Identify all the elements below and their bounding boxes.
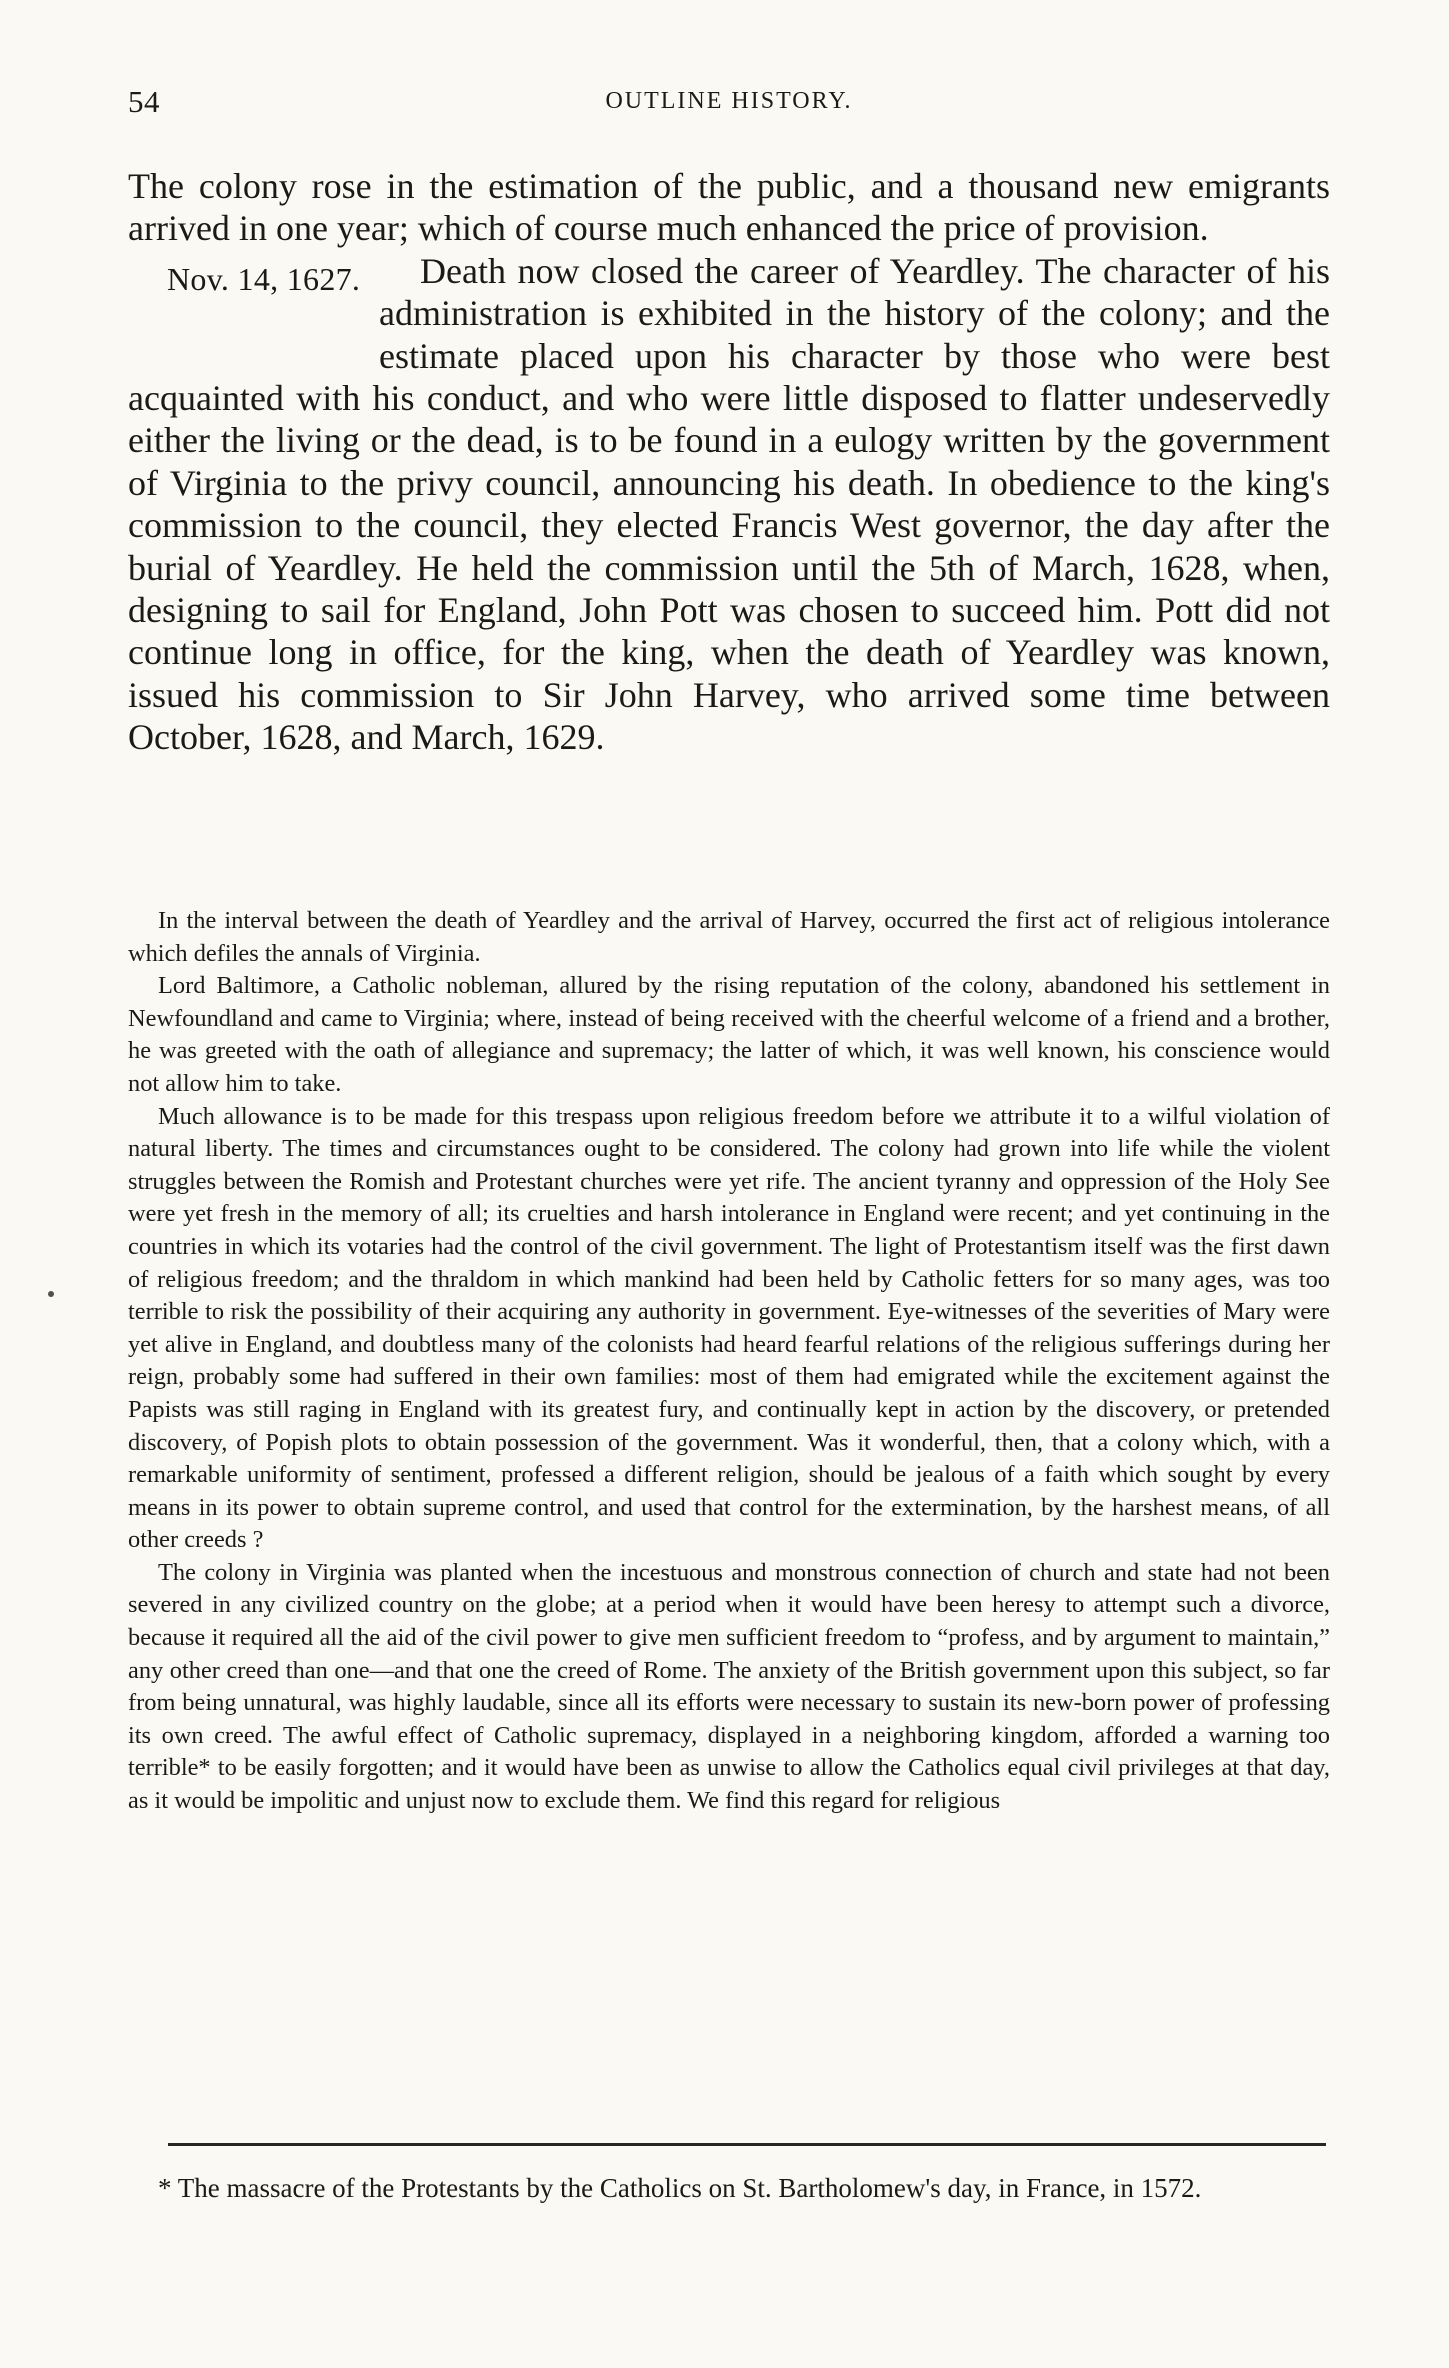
running-title: OUTLINE HISTORY.	[605, 88, 853, 114]
margin-date-note: Nov. 14, 1627.	[167, 260, 361, 297]
small-paragraph-2: Lord Baltimore, a Catholic nobleman, allured by the rising reputation of the colony, abandoned his settlement in Newfoundland and came to Virginia; where, instead of being received with the cheerful welcome of a friend and a brother, he was greeted with the oath of allegiance and supremacy; the latter of which, it was well known, his conscience would not allow him to take.	[128, 972, 1330, 1097]
footnote-rule	[168, 2143, 1326, 2146]
small-paragraph-4: The colony in Virginia was planted when the incestuous and monstrous connection of church and state had not been severed in any civilized country on the globe; at a period when it would have been heresy to attempt such a divorce, because it required all the aid of the civil power to give men sufficient freedom to “profess, and by argument to maintain,” any other creed than one—and that one the creed of Rome. The anxiety of the British government upon this subject, so far from being unnatural, was highly laudable, since all its efforts were necessary to sustain its new-born power of professing its own creed. The awful effect of Catholic supremacy, displayed in a neighboring kingdom, afforded a warning too terrible* to be easily forgotten; and it would have been as unwise to allow the Catholics equal civil privileges at that day, as it would be impolitic and unjust now to exclude them. We find this regard for religious	[128, 1558, 1330, 1815]
main-paragraph-2	[128, 250, 1330, 759]
page-number: 54	[128, 84, 160, 119]
small-paragraph-1: In the interval between the death of Yeardley and the arrival of Harvey, occurred the first act of religious intolerance which defiles the annals of Virginia.	[128, 907, 1330, 967]
main-text	[128, 165, 1330, 759]
main-paragraph-2-start: Death now closed the career of Yeardley. The character of his	[420, 250, 1330, 291]
margin-dot	[48, 1291, 54, 1297]
footnote	[128, 2172, 1330, 2205]
footnote-text: * The massacre of the Protestants by the Catholics on St. Bartholomew's day, in France, in 1572.	[158, 2173, 1202, 2203]
small-paragraph-3: Much allowance is to be made for this trespass upon religious freedom before we attribute it to a wilful violation of natural liberty. The times and circumstances ought to be considered. The colony had grown into life while the violent struggles between the Romish and Protestant churches were yet rife. The ancient tyranny and oppression of the Holy See were yet fresh in the memory of all; its cruelties and harsh intolerance in England were recent; and yet continuing in the countries in which its votaries had the control of the civil government. The light of Protestantism itself was the first dawn of religious freedom; and the thraldom in which mankind had been held by Catholic fetters for so many ages, was too terrible to risk the possibility of their acquiring any authority in government. Eye-witnesses of the severities of Mary were yet alive in England, and doubtless many of the colonists had heard fearful relations of the religious sufferings during her reign, probably some had suffered in their own families: most of them had emigrated while the excitement against the Papists was still raging in England with its greatest fury, and continually kept in action by the discovery, or pretended discovery, of Popish plots to obtain possession of the government. Was it wonderful, then, that a colony which, with a remarkable uniformity of sentiment, professed a different religion, should be jealous of a faith which sought by every means in its power to obtain supreme control, and used that control for the extermination, by the harshest means, of all other creeds ?	[128, 1102, 1330, 1554]
running-head	[128, 84, 1330, 124]
main-paragraph-2-rest: administration is exhibited in the history of the colony; and the estimate placed upon his character by those who were best acquainted with his conduct, and who were little disposed to flatter undeservedly either the living or the dead, is to be found in a eulogy written by the government of Virginia to the privy council, announcing his death. In obedience to the king's commission to the council, they elected Francis West governor, the day after the burial of Yeardley. He held the commission until the 5th of March, 1628, when, designing to sail for England, John Pott was chosen to succeed him. Pott did not continue long in office, for the king, when the death of Yeardley was known, issued his commission to Sir John Harvey, who arrived some time between October, 1628, and March, 1629.	[128, 293, 1330, 758]
main-paragraph-1: The colony rose in the estimation of the public, and a thousand new emigrants arrived in one year; which of course much enhanced the price of provision.	[128, 166, 1330, 249]
small-print-text	[128, 905, 1330, 1818]
